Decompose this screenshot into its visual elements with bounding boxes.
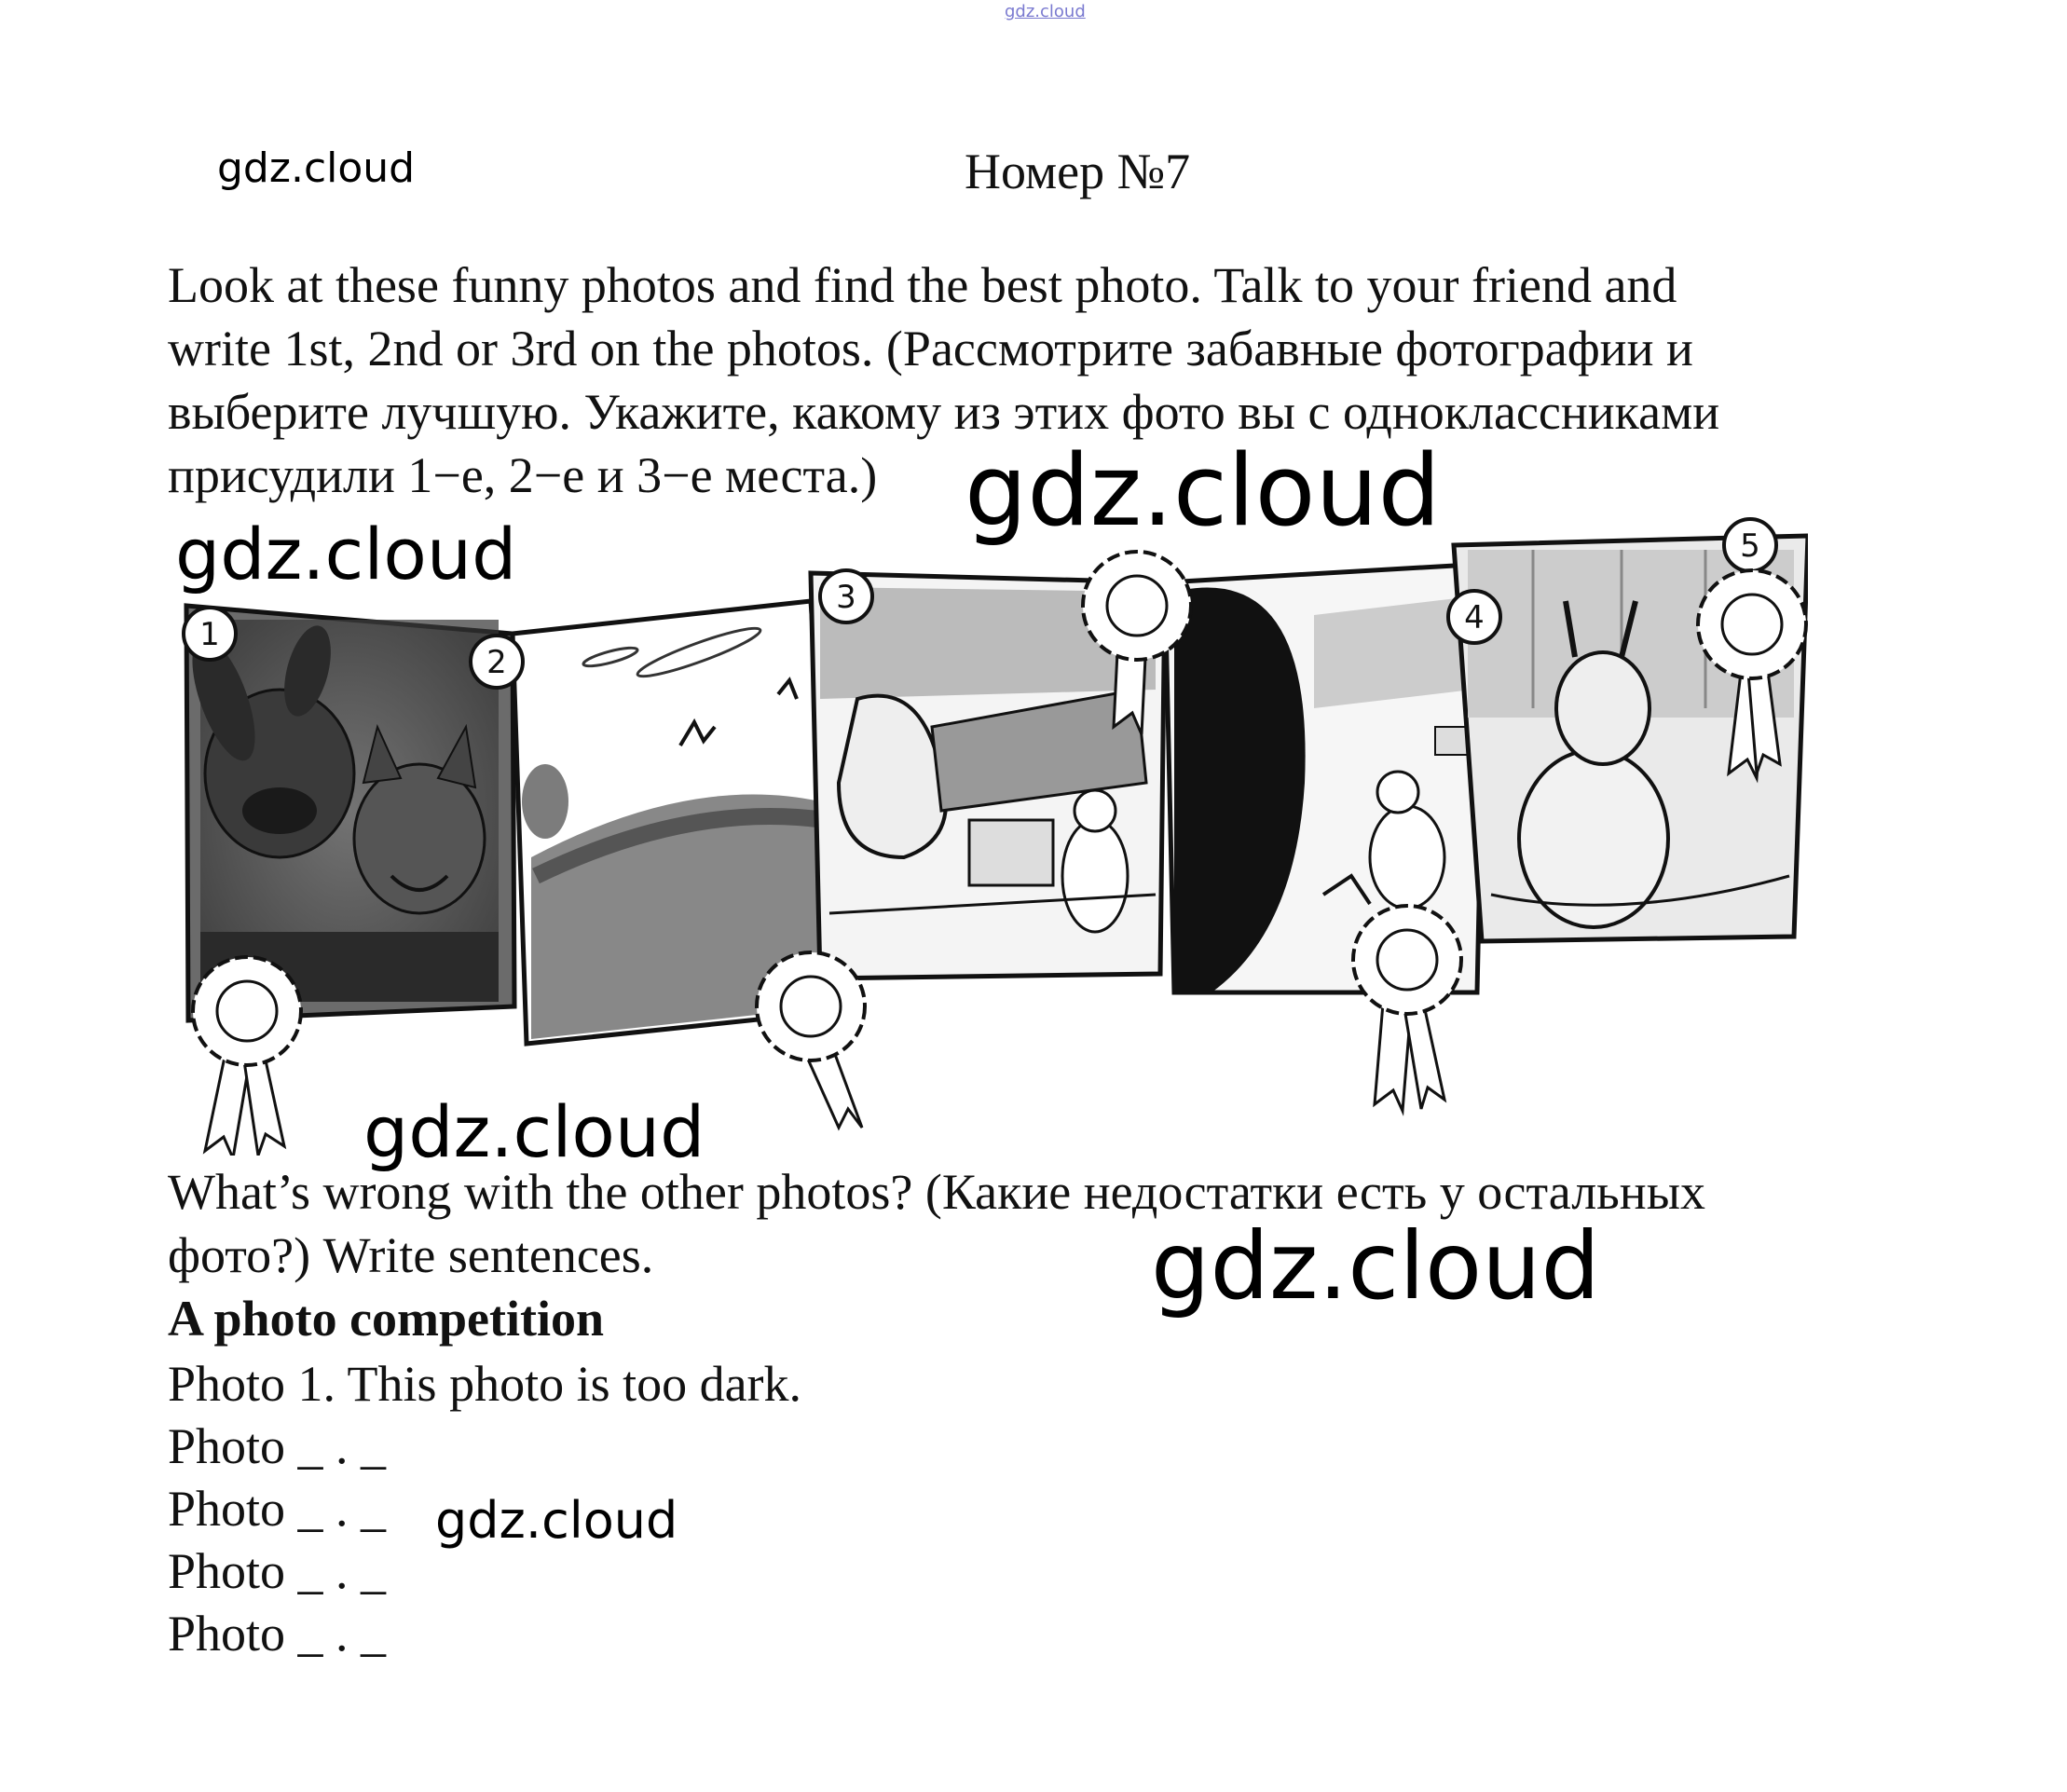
rosette-icon [193, 957, 301, 1156]
section-heading: A photo competition [168, 1291, 605, 1347]
answer-line: Photo _ . _ [168, 1606, 387, 1662]
text-line: Look at these funny photos and find the best photo. Talk to your friend and [168, 257, 1677, 313]
watermark: gdz.cloud [175, 513, 517, 595]
text-line: write 1st, 2nd or 3rd on the photos. (Рассмотрите забавные фотографии и [168, 321, 1693, 376]
rosette-icon [1353, 906, 1461, 1111]
text-line: фото?) Write sentences. [168, 1227, 654, 1283]
answer-line: Photo 1. This photo is too dark. [168, 1356, 802, 1412]
text-line: присудили 1−е, 2−е и 3−е места.) [168, 447, 878, 503]
watermark: gdz.cloud [217, 144, 416, 192]
watermark: gdz.cloud [363, 1090, 705, 1173]
text-line: выберите лучшую. Укажите, какому из этих фото вы с одноклассниками [168, 384, 1720, 440]
answer-line: Photo _ . _ [168, 1481, 387, 1537]
watermark-top: gdz.cloud [1005, 2, 1086, 21]
answer-line: Photo _ . _ [168, 1418, 387, 1474]
number-label-2: 2 [486, 644, 507, 681]
number-label-1: 1 [199, 616, 220, 653]
page-title: Номер №7 [965, 144, 1191, 199]
watermark: gdz.cloud [965, 433, 1441, 548]
number-label-4: 4 [1464, 599, 1485, 636]
watermark: gdz.cloud [435, 1491, 678, 1550]
number-label-3: 3 [836, 579, 856, 616]
answer-line: Photo _ . _ [168, 1543, 387, 1599]
photo-1 [180, 606, 514, 1020]
rosette-icon [757, 952, 865, 1128]
text-line: What’s wrong with the other photos? (Какие недостатки есть у остальных [168, 1164, 1705, 1220]
watermark: gdz.cloud [1151, 1211, 1601, 1320]
number-label-5: 5 [1740, 527, 1760, 565]
instructions [168, 253, 1719, 507]
photo-illustration [168, 503, 1808, 1156]
